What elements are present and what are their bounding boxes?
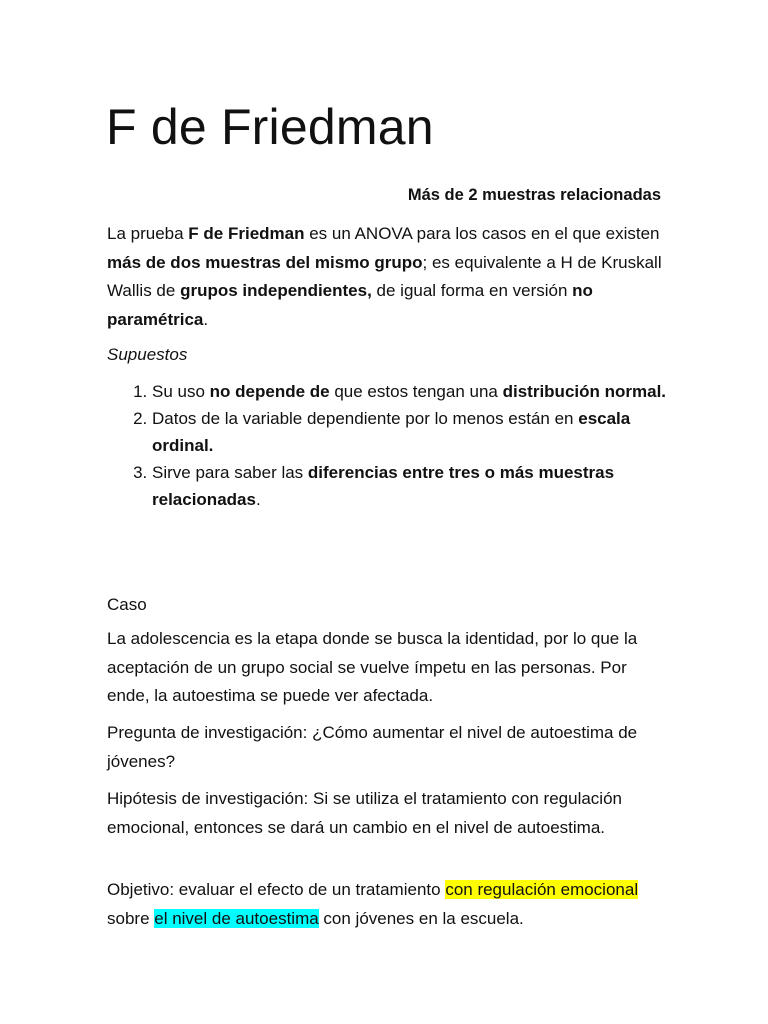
assumption-1-bold-2: distribución normal. — [502, 382, 667, 401]
document-title: F de Friedman — [106, 99, 434, 155]
assumptions-list — [107, 378, 692, 513]
case-heading: Caso — [107, 595, 147, 614]
list-item — [152, 405, 692, 459]
document-subtitle: Más de 2 muestras relacionadas — [407, 186, 661, 204]
objective-text-1: Objetivo: evaluar el efecto de un tratamiento — [107, 880, 446, 899]
case-paragraph: La adolescencia es la etapa donde se busca la identidad, por lo que la aceptación de un grupo social se vuelve ímpetu en las personas. Por ende, la autoestima se puede ver afectada. — [107, 629, 638, 705]
objective-highlight-yellow: con regulación emocional — [445, 880, 639, 899]
assumption-1-text-2: que estos tengan una — [329, 382, 503, 401]
intro-text-5: . — [203, 309, 209, 329]
objective-paragraph — [107, 876, 667, 933]
objective-text-3: con jóvenes en la escuela. — [318, 908, 524, 928]
research-question-paragraph: Pregunta de investigación: ¿Cómo aumentar el nivel de autoestima de jóvenes? — [107, 723, 638, 771]
intro-text-4: de igual forma en versión — [371, 281, 573, 300]
hypothesis-paragraph: Hipótesis de investigación: Si se utiliza el tratamiento con regulación emocional, entonces se dará un cambio en el nivel de autoestima. — [107, 789, 622, 837]
intro-text-3: ; es equivalente a H de Kruskall Wallis de — [107, 252, 662, 300]
assumption-2-text-1: Datos de la variable dependiente por lo menos están en — [152, 409, 579, 428]
assumption-3-text-2: . — [255, 490, 261, 509]
list-item — [152, 378, 692, 405]
assumption-1-text-1: Su uso — [152, 382, 210, 401]
intro-bold-1: F de Friedman — [188, 224, 305, 243]
assumption-3-bold-1: diferencias entre tres o más muestras relacionadas — [152, 463, 615, 509]
intro-bold-4: no paramétrica — [107, 281, 593, 329]
assumption-2-bold-1: escala ordinal. — [152, 409, 631, 455]
list-item — [152, 459, 692, 513]
intro-bold-3: grupos independientes, — [180, 281, 372, 300]
intro-bold-2: más de dos muestras del mismo grupo — [107, 252, 423, 272]
intro-text-2: es un ANOVA para los casos en el que existen — [304, 224, 660, 243]
assumptions-heading: Supuestos — [107, 345, 188, 364]
assumption-1-bold-1: no depende de — [209, 382, 330, 401]
objective-text-2: sobre — [107, 908, 155, 928]
assumption-3-text-1: Sirve para saber las — [152, 463, 308, 482]
intro-text-1: La prueba — [107, 224, 189, 243]
objective-highlight-cyan: el nivel de autoestima — [154, 908, 319, 928]
intro-paragraph — [107, 220, 667, 334]
